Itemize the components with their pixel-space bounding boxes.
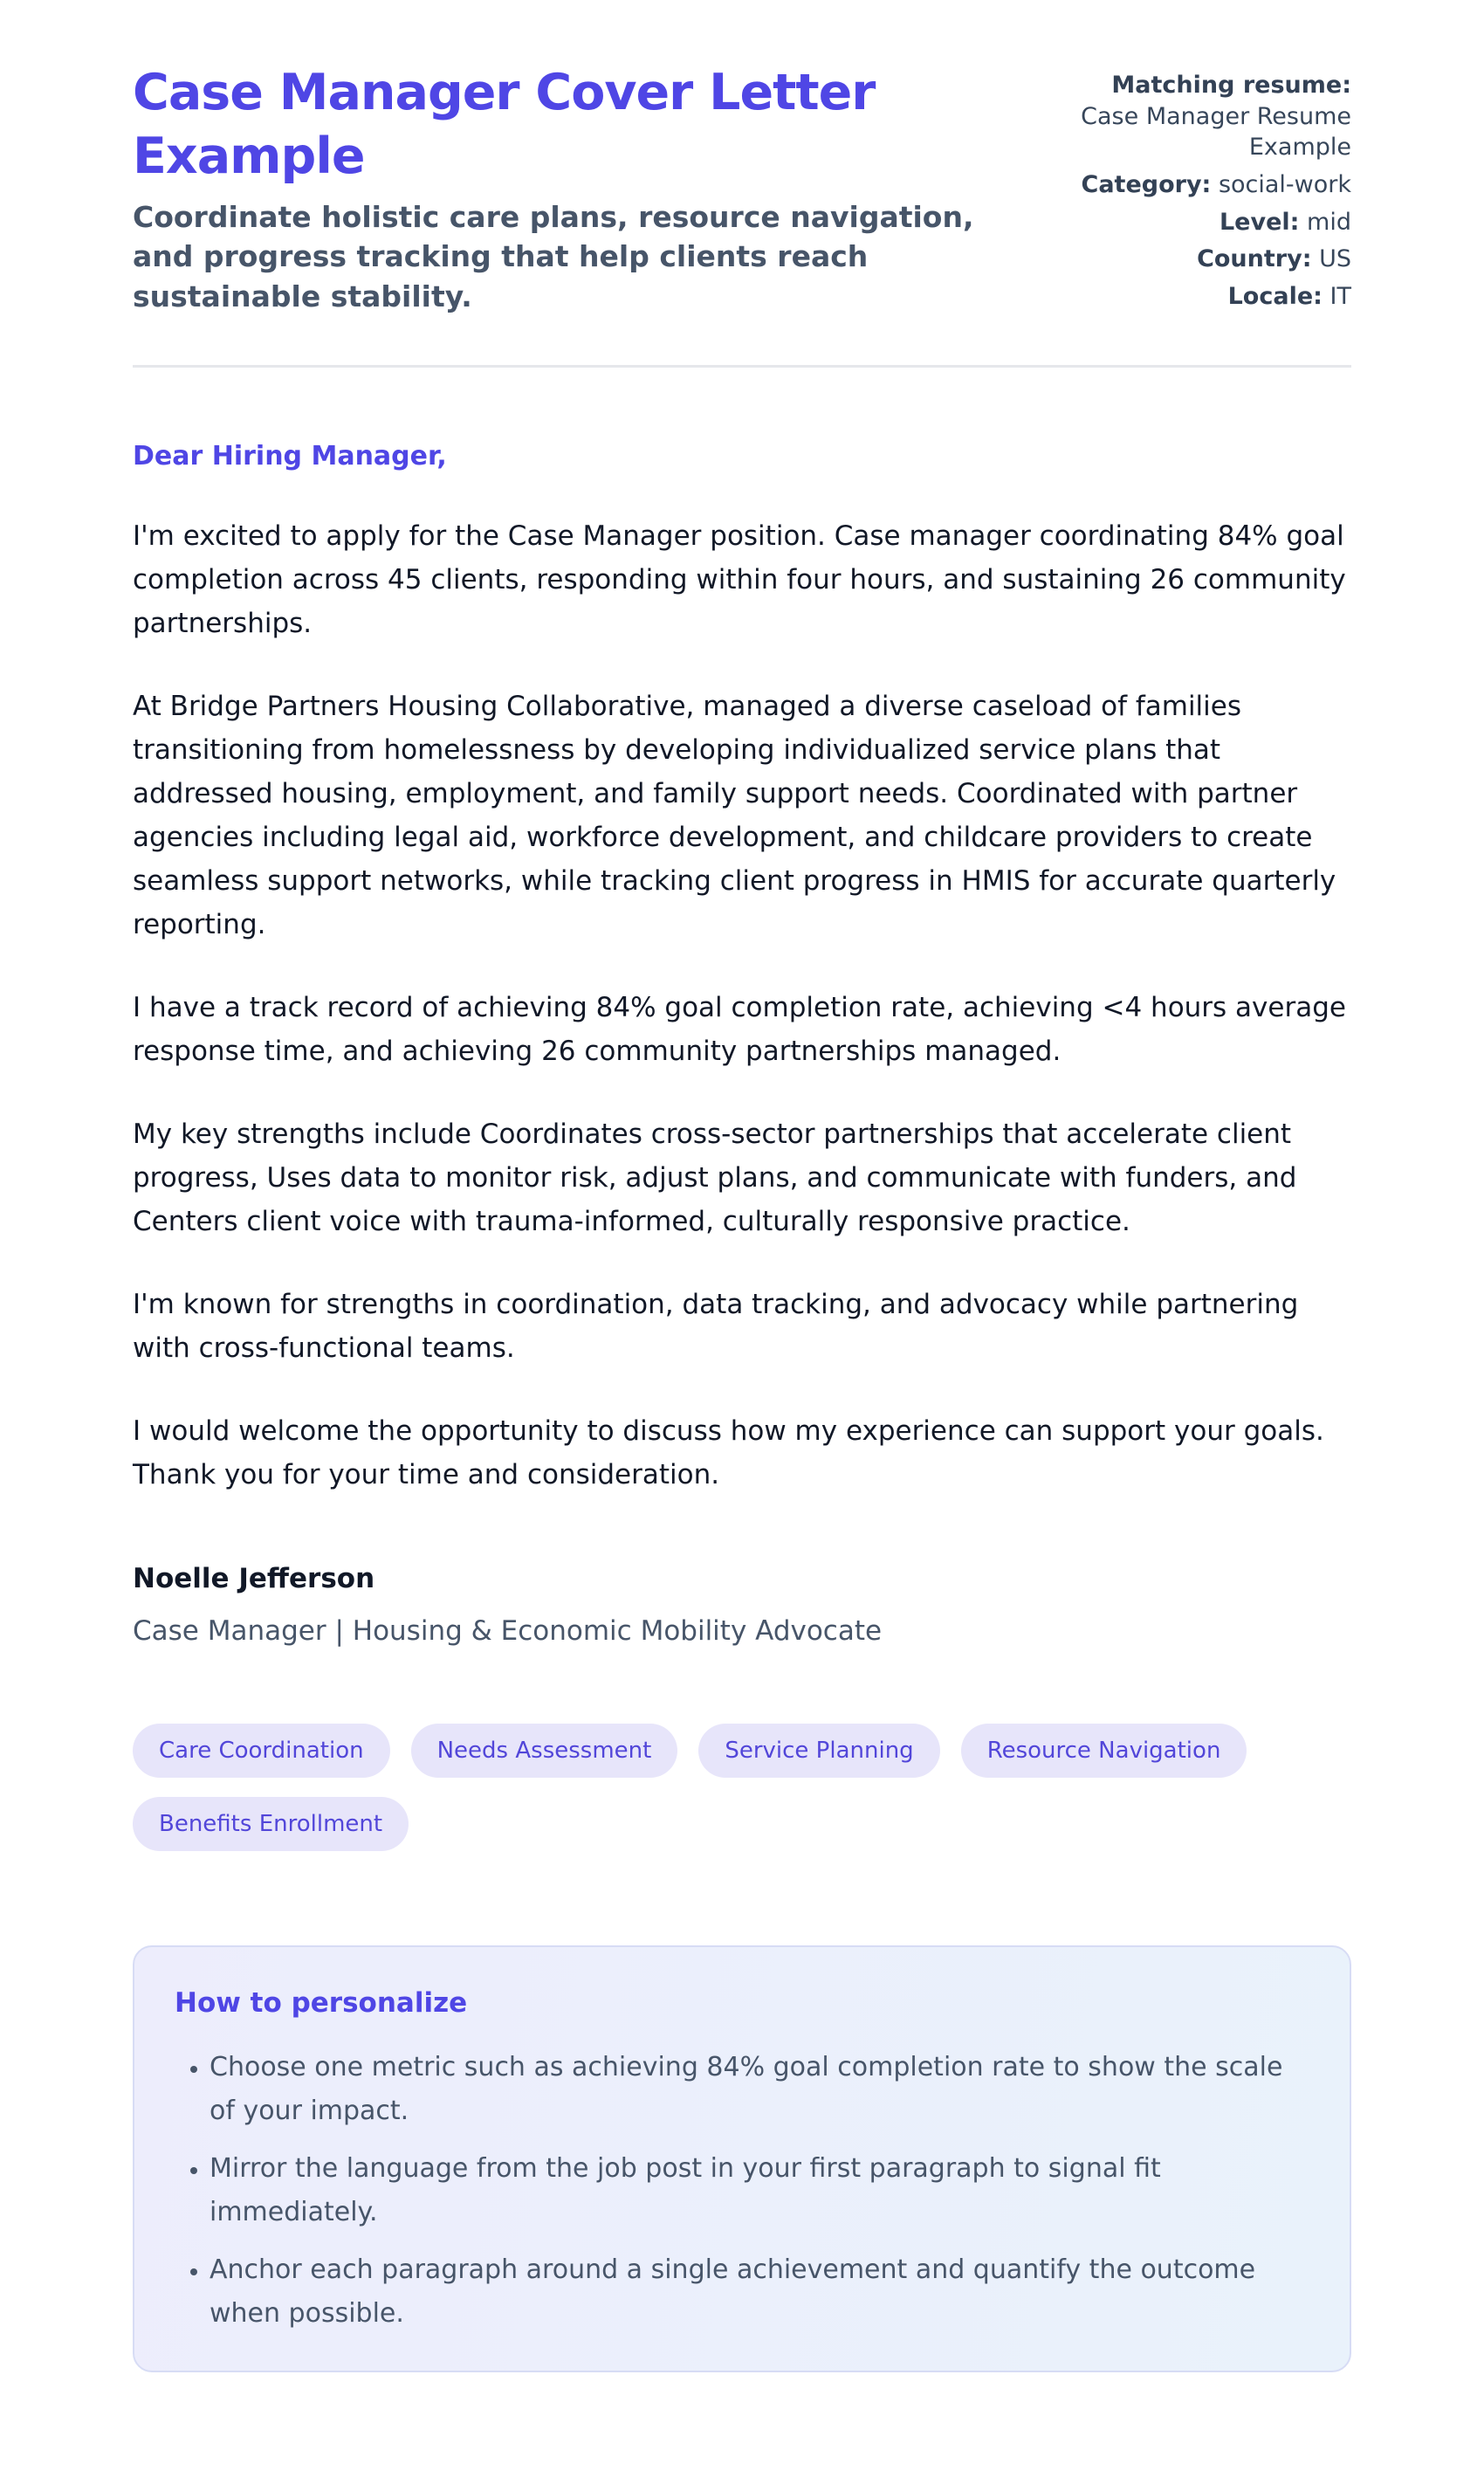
meta-category-value: social-work (1218, 170, 1351, 198)
letter-paragraph: I'm known for strengths in coordination, data tracking, and advocacy while partnering with cross-functional teams. (133, 1288, 1299, 1364)
tag-resource-navigation[interactable]: Resource Navigation (961, 1724, 1247, 1778)
meta-matching-resume-value: Case Manager Resume Example (1081, 102, 1351, 162)
meta-matching-resume-label: Matching resume: (1111, 72, 1351, 99)
meta-matching-resume (1063, 70, 1351, 163)
meta-locale (1063, 281, 1351, 313)
tip-item: • Choose one metric such as achieving 84% goal completion rate to show the scale of your impact. (210, 2046, 1309, 2133)
tip-item: • Mirror the language from the job post in your first paragraph to signal fit immediately. (210, 2147, 1309, 2234)
header-title-block (133, 61, 1028, 317)
meta-country-label: Country: (1197, 245, 1312, 273)
page-title: Case Manager Cover Letter Example (133, 64, 876, 185)
meta-country (1063, 244, 1351, 275)
meta-level (1063, 207, 1351, 238)
signature-role: Case Manager | Housing & Economic Mobility Advocate (133, 1615, 883, 1648)
meta-locale-value: IT (1329, 282, 1351, 310)
tag-benefits-enrollment[interactable]: Benefits Enrollment (133, 1797, 409, 1851)
signature-name: Noelle Jefferson (133, 1562, 375, 1594)
letter-paragraph: I'm excited to apply for the Case Manager position. Case manager coordinating 84% goal completion across 45 clients, responding within four hours, and sustaining 26 community partnerships. (133, 520, 1346, 639)
skill-tags (133, 1724, 1268, 1851)
letter-paragraph: I would welcome the opportunity to discuss how my experience can support your goals. Thank you for your time and consideration. (133, 1414, 1324, 1490)
meta-locale-label: Locale: (1227, 282, 1323, 310)
tag-needs-assessment[interactable]: Needs Assessment (411, 1724, 678, 1778)
tip-item: • Anchor each paragraph around a single achievement and quantify the outcome when possible. (210, 2248, 1309, 2336)
header-divider (133, 365, 1351, 368)
resume-meta-block (1063, 61, 1351, 318)
tipbox-list (175, 2046, 1309, 2336)
meta-level-value: mid (1307, 208, 1351, 236)
letter-paragraph: I have a track record of achieving 84% goal completion rate, achieving <4 hours average response time, and achieving 26 community partnerships managed. (133, 991, 1346, 1067)
letter-greeting: Dear Hiring Manager, (133, 441, 447, 472)
meta-category (1063, 169, 1351, 201)
tipbox-heading: How to personalize (175, 1987, 468, 2020)
meta-category-label: Category: (1081, 170, 1212, 198)
how-to-personalize-box (133, 1945, 1351, 2371)
letter-paragraph: At Bridge Partners Housing Collaborative, managed a diverse caseload of families transitioning from homelessness by developing individualized service plans that addressed housing, employment, and family support needs. Coordinated with partner agencies including legal aid, workforce development, and childcare providers to create seamless support networks, while tracking client progress in HMIS for accurate quarterly reporting. (133, 690, 1336, 940)
tag-care-coordination[interactable]: Care Coordination (133, 1724, 390, 1778)
letter-body (133, 439, 1351, 1648)
page-header (133, 61, 1351, 318)
meta-country-value: US (1319, 245, 1351, 273)
tag-service-planning[interactable]: Service Planning (698, 1724, 939, 1778)
page-subtitle: Coordinate holistic care plans, resource navigation, and progress tracking that help clients reach sustainable stability. (133, 199, 974, 313)
letter-paragraph: My key strengths include Coordinates cross-sector partnerships that accelerate client progress, Uses data to monitor risk, adjust plans, and communicate with funders, and Centers client voice with trauma-informed, culturally responsive practice. (133, 1118, 1297, 1237)
meta-level-label: Level: (1219, 208, 1300, 236)
